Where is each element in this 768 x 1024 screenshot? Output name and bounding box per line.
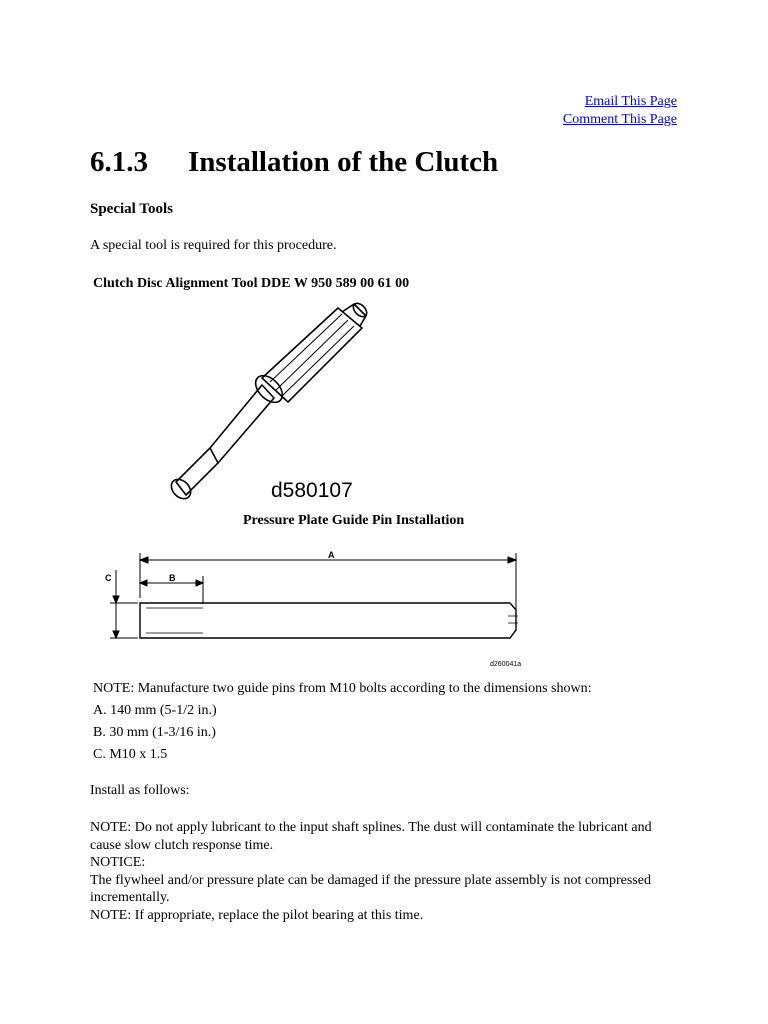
lubricant-note: NOTE: Do not apply lubricant to the input shaft splines. The dust will contaminate the lubricant and cause slow clutch response time.: [90, 820, 652, 853]
section-number: 6.1.3: [90, 146, 148, 178]
tool-shaft: [176, 448, 218, 495]
tool-neck: [210, 385, 274, 463]
figure1-code: d580107: [271, 479, 353, 502]
pilot-bearing-note: NOTE: If appropriate, replace the pilot bearing at this time.: [90, 907, 424, 923]
notice-text: The flywheel and/or pressure plate can be damaged if the pressure plate assembly is not compressed incrementally.: [90, 872, 651, 905]
pin-note-a: A. 140 mm (5-1/2 in.): [93, 703, 217, 718]
dimension-a-label: A: [328, 550, 335, 560]
install-text: Install as follows:: [90, 783, 190, 798]
alignment-tool-figure: [170, 298, 380, 508]
page-actions: [563, 93, 677, 129]
section-title: Installation of the Clutch: [188, 146, 499, 178]
figure2-code: d260041a: [490, 661, 522, 668]
special-tools-heading: Special Tools: [90, 201, 173, 217]
guide-pin-figure: [100, 548, 530, 648]
notice-label: NOTICE:: [90, 855, 146, 870]
dimension-b-label: B: [169, 573, 176, 583]
pin-note-c: C. M10 x 1.5: [93, 747, 168, 762]
dimension-c-label: C: [105, 573, 112, 583]
pin-dimension-notes: [93, 678, 591, 766]
section-heading: [90, 146, 498, 179]
pin-note-b: B. 30 mm (1-3/16 in.): [93, 725, 216, 740]
email-page-link[interactable]: Email This Page: [584, 94, 677, 109]
pin-figure-title: Pressure Plate Guide Pin Installation: [243, 513, 465, 528]
procedure-notes: [90, 819, 680, 924]
intro-text: A special tool is required for this procedure.: [90, 238, 337, 253]
tool-body-end: [251, 371, 288, 408]
tool-title: Clutch Disc Alignment Tool DDE W 950 589 00 61 00: [93, 276, 410, 291]
comment-page-link[interactable]: Comment This Page: [562, 112, 677, 127]
pin-note-intro: NOTE: Manufacture two guide pins from M10 bolts according to the dimensions shown:: [93, 681, 592, 696]
